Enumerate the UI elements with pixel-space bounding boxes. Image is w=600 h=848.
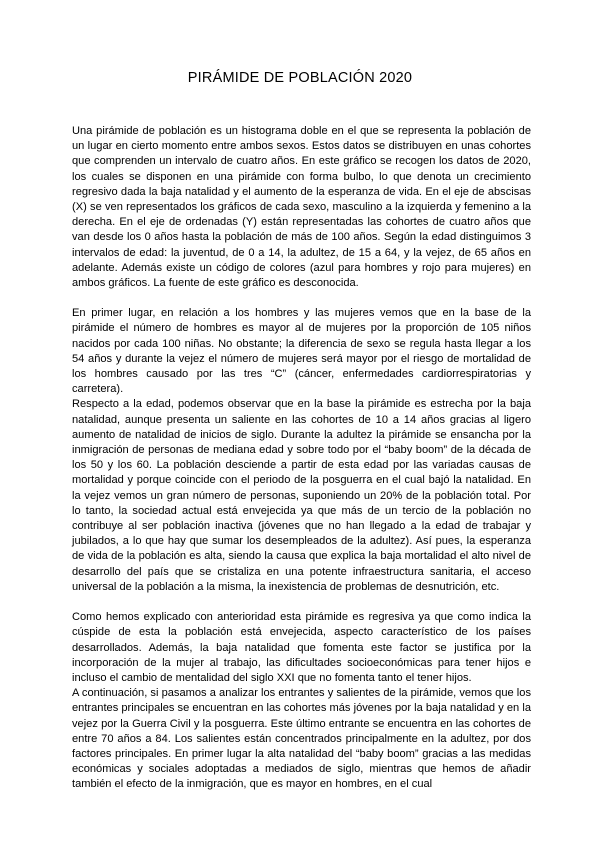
- paragraph-entrants-salients: A continuación, si pasamos a analizar los entrantes y salientes de la pirámide, vemos que los entrantes principales se encuentran en las cohortes más jóvenes por la baja natalidad y en la vejez por la Guerra Civil y la posguerra. Este último entrante se encuentra en las cohortes de entre 70 años a 84. Los salientes están concentrados principalmente en la adultez, por dos factores principales. En primer lugar la alta natalidad del “baby boom” gracias a las medidas económicas y sociales adoptadas a mediados de siglo, mientras que hemos de añadir también el efecto de la inmigración, que es mayor en hombres, en el cual: [72, 687, 531, 791]
- paragraph-sex-analysis: En primer lugar, en relación a los hombres y las mujeres vemos que en la base de la pirámide el número de hombres es mayor al de mujeres por la proporción de 105 niños nacidos por cada 100 niñas. No obstante; la diferencia de sexo se regula hasta llegar a los 54 años y durante la vejez el número de mujeres será mayor por el riesgo de mortalidad de los hombres causado por las tres “C” (cáncer, enfermedades cardiorrespiratorias y carretera).: [72, 307, 531, 396]
- paragraph-age-analysis: Respecto a la edad, podemos observar que en la base la pirámide es estrecha por la baja natalidad, aunque presenta un saliente en las cohortes de 10 a 14 años gracias al ligero aumento de natalidad de inicios de siglo. Durante la adultez la pirámide se ensancha por la inmigración de personas de mediana edad y sobre todo por el “baby boom” de la década de los 50 y los 60. La población desciende a partir de esta edad por las variadas causas de mortalidad y porque coincide con el periodo de la posguerra en el cual bajó la natalidad. En la vejez vemos un gran número de personas, suponiendo un 20% de la población total. Por lo tanto, la sociedad actual está envejecida ya que más de un tercio de la población no contribuye al ser población inactiva (jóvenes que no han llegado a la edad de trabajar y jubilados, a lo que hay que sumar los desempleados de la adultez). Así pues, la esperanza de vida de la población es alta, siendo la causa que explica la baja mortalidad el alto nivel de desarrollo del país que se cristaliza en una potente infraestructura sanitaria, el acceso universal de la población a la misma, la inexistencia de problemas de desnutrición, etc.: [72, 398, 531, 593]
- document-title: PIRÁMIDE DE POBLACIÓN 2020: [187, 70, 413, 86]
- document-body: [72, 124, 531, 793]
- paragraph-regressive-pyramid: Como hemos explicado con anterioridad esta pirámide es regresiva ya que como indica la cúspide de esta la población está envejecida, aspecto característico de los países desarrollados. Además, la baja natalidad que fomenta este factor se justifica por la incorporación de la mujer al trabajo, las dificultades socioeconómicas para tener hijos e incluso el cambio de mentalidad del siglo XXI que no fomenta tanto el tener hijos.: [72, 611, 531, 684]
- paragraph-definition: Una pirámide de población es un histograma doble en el que se representa la población de un lugar en cierto momento entre ambos sexos. Estos datos se distribuyen en unas cohortes que comprenden un intervalo de cuatro años. En este gráfico se recogen los datos de 2020, los cuales se disponen en una pirámide con forma bulbo, lo que denota un crecimiento regresivo dada la baja natalidad y el aumento de la esperanza de vida. En el eje de abscisas (X) se ven representados los gráficos de cada sexo, masculino a la izquierda y femenino a la derecha. En el eje de ordenadas (Y) están representadas las cohortes de cuatro años que van desde los 0 años hasta la población de más de 100 años. Según la edad distinguimos 3 intervalos de edad: la juventud, de 0 a 14, la adultez, de 15 a 64, y la vejez, de 65 años en adelante. Además existe un código de colores (azul para hombres y rojo para mujeres) en ambos gráficos. La fuente de este gráfico es desconocida.: [72, 125, 531, 290]
